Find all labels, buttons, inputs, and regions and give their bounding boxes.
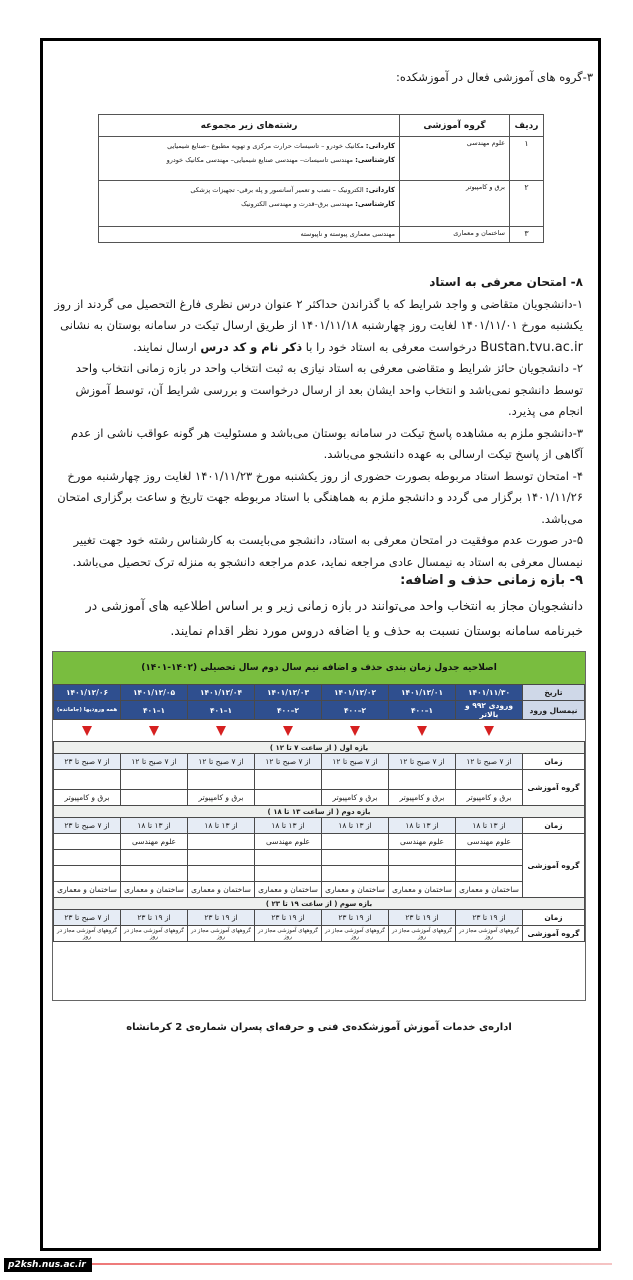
date-cell: ۱۴۰۱/۱۲/۰۲ — [322, 685, 389, 701]
empty-cell — [54, 866, 121, 882]
group-label: گروه آموزشی — [523, 834, 585, 898]
date-cell: ۱۴۰۱/۱۲/۰۶ — [54, 685, 121, 701]
group-label: گروه آموزشی — [523, 926, 585, 942]
header-group: گروه آموزشی — [400, 115, 510, 137]
time-cell: از ۱۹ تا ۲۳ — [456, 910, 523, 926]
group-cell: ساختمان و معماری — [255, 882, 322, 898]
karshenasi-label: کارشناسی: — [355, 156, 395, 164]
section-8-p5: ۵-در صورت عدم موفقیت در امتحان معرفی به استاد، دانشجو می‌بایست به کارشناس رشته خود جهت تغییر نیمسال معرفی به استاد به نیمسال عادی مراجعه نماید، عدم مراجعه دانشجو به منزله ترک تحصیل می‌باشد. — [72, 533, 583, 569]
time-cell: از ۱۹ تا ۲۳ — [121, 910, 188, 926]
kardani-label: کاردانی: — [365, 186, 395, 194]
p1-bold: ذکر نام و کد درس — [200, 339, 303, 354]
time-cell: از ۱۳ تا ۱۸ — [456, 818, 523, 834]
time-cell: از ۱۳ تا ۱۸ — [389, 818, 456, 834]
band-1: بازه اول ( از ساعت ۷ تا ۱۲ ) — [54, 742, 585, 754]
section-9-text: دانشجویان مجاز به انتخاب واحد می‌توانند در بازه زمانی زیر و بر اساس اطلاعیه های آموزشی در خبرنامه سامانه بوستان نسبت به حذف و یا اضافه دروس مورد نظر اقدام نمایند. — [85, 598, 583, 638]
empty-cell — [121, 850, 188, 866]
group-cell: گروههای آموزشی مجاز در روز — [54, 926, 121, 942]
group-cell: ساختمان و معماری — [54, 882, 121, 898]
group-cell: برق و کامپیوتر — [389, 790, 456, 806]
group-cell: گروههای آموزشی مجاز در روز — [188, 926, 255, 942]
empty-cell — [456, 770, 523, 790]
watermark: p2ksh.nus.ac.ir — [4, 1258, 92, 1272]
p1-tail-a: درخواست معرفی به استاد خود را با — [305, 339, 477, 354]
time-cell: از ۷ صبح تا ۱۲ — [121, 754, 188, 770]
time-cell: از ۷ صبح تا ۲۳ — [54, 754, 121, 770]
empty-cell — [389, 770, 456, 790]
entry-cell: ورودی ۹۹۲ و بالاتر — [456, 701, 523, 720]
empty-cell — [54, 850, 121, 866]
empty-cell — [255, 866, 322, 882]
group-label: گروه آموزشی — [523, 770, 585, 806]
group-cell: علوم مهندسی — [121, 834, 188, 850]
group-cell — [188, 834, 255, 850]
section-9-title: ۹- بازه زمانی حذف و اضافه: — [400, 573, 583, 588]
time-cell: از ۱۹ تا ۲۳ — [322, 910, 389, 926]
calendar-title: اصلاحیه جدول زمان بندی حذف و اضافه نیم سال دوم سال تحصیلی (۱۴۰۲-۱۴۰۱) — [53, 652, 585, 684]
empty-cell — [322, 770, 389, 790]
date-cell: ۱۴۰۱/۱۲/۰۱ — [389, 685, 456, 701]
empty-cell — [456, 866, 523, 882]
calendar-table — [53, 684, 585, 942]
empty-cell — [54, 770, 121, 790]
time-cell: از ۷ صبح تا ۲۳ — [54, 910, 121, 926]
group-cell: برق و کامپیوتر — [456, 790, 523, 806]
time-cell: از ۱۳ تا ۱۸ — [322, 818, 389, 834]
time-cell: از ۱۹ تا ۲۳ — [389, 910, 456, 926]
empty-cell — [523, 720, 585, 742]
empty-cell — [188, 866, 255, 882]
date-cell: ۱۴۰۱/۱۱/۳۰ — [456, 685, 523, 701]
group-cell: گروههای آموزشی مجاز در روز — [121, 926, 188, 942]
group-cell: برق و کامپیوتر — [322, 790, 389, 806]
band-2: بازه دوم ( از ساعت ۱۳ تا ۱۸ ) — [54, 806, 585, 818]
group-cell: ساختمان و معماری — [188, 882, 255, 898]
time-cell: از ۱۳ تا ۱۸ — [121, 818, 188, 834]
empty-cell — [389, 850, 456, 866]
group-fields — [99, 181, 400, 227]
time-label: زمان — [523, 818, 585, 834]
time-cell: از ۷ صبح تا ۱۲ — [255, 754, 322, 770]
entry-cell: ۲–۴۰۰ — [322, 701, 389, 720]
time-cell: از ۱۳ تا ۱۸ — [188, 818, 255, 834]
group-fields: مهندسی معماری پیوسته و ناپیوسته — [99, 227, 400, 243]
group-name: برق و کامپیوتر — [400, 181, 510, 227]
header-row-num: ردیف — [510, 115, 544, 137]
karshenasi-label: کارشناسی: — [355, 200, 395, 208]
group-cell: ساختمان و معماری — [456, 882, 523, 898]
time-cell: از ۷ صبح تا ۲۳ — [54, 818, 121, 834]
section-8-p2: ۲- دانشجویان حائز شرایط و متقاضی معرفی به استاد نیازی به ثبت انتخاب واحد در بازه زمانی انتخاب واحد توسط دانشجو نمی‌باشد و انتخاب واحد ایشان بعد از ارسال درخواست و بررسی شرایط آن، توسط آموزش انجام می پذیرد. — [75, 361, 583, 418]
down-arrow-icon — [456, 720, 523, 742]
kardani-fields: مکانیک خودرو – تاسیسات حرارت مرکزی و تهویه مطبوع –صنایع شیمیایی — [167, 142, 364, 150]
time-label: زمان — [523, 910, 585, 926]
down-arrow-icon — [121, 720, 188, 742]
down-arrow-icon — [188, 720, 255, 742]
time-cell: از ۷ صبح تا ۱۲ — [322, 754, 389, 770]
down-arrow-icon — [255, 720, 322, 742]
footer-signature: اداره‌ی خدمات آموزش آموزشکده‌ی فنی و حرفه‌ای پسران شماره‌ی 2 کرمانشاه — [126, 1022, 512, 1033]
header-fields: رشته‌های زیر مجموعه — [99, 115, 400, 137]
schedule-calendar — [52, 651, 586, 1001]
time-cell: از ۷ صبح تا ۱۲ — [188, 754, 255, 770]
entry-cell: ۲–۴۰۰ — [255, 701, 322, 720]
p1-tail-b: ارسال نمایند. — [133, 339, 197, 354]
group-cell: برق و کامپیوتر — [188, 790, 255, 806]
karshenasi-fields: مهندسی تاسیسات– مهندسی صنایع شیمیایی– مهندسی مکانیک خودرو — [166, 156, 354, 164]
empty-cell — [121, 866, 188, 882]
group-cell: علوم مهندسی — [456, 834, 523, 850]
empty-cell — [121, 770, 188, 790]
section-8-p4: ۴- امتحان توسط استاد مربوطه بصورت حضوری از روز یکشنبه مورخ ۱۴۰۱/۱۱/۲۳ لغایت روز چهارشنبه مورخ ۱۴۰۱/۱۱/۲۶ برگزار می گردد و دانشجو ملزم به هماهنگی با استاد مربوطه جهت تاریخ و ساعت برگزاری امتحان می‌باشد. — [57, 468, 583, 526]
entry-cell: ۱–۴۰۱ — [121, 701, 188, 720]
date-cell: ۱۴۰۱/۱۲/۰۵ — [121, 685, 188, 701]
empty-cell — [188, 850, 255, 866]
kardani-fields: الکترونیک – نصب و تعمیر آسانسور و پله برقی- تجهیزات پزشکی — [190, 186, 364, 194]
group-cell: ساختمان و معماری — [389, 882, 456, 898]
down-arrow-icon — [322, 720, 389, 742]
empty-cell — [322, 850, 389, 866]
date-cell: ۱۴۰۱/۱۲/۰۴ — [188, 685, 255, 701]
time-label: زمان — [523, 754, 585, 770]
band-3: بازه سوم ( از ساعت ۱۹ تا ۲۳ ) — [54, 898, 585, 910]
time-cell: از ۱۳ تا ۱۸ — [255, 818, 322, 834]
group-cell: گروههای آموزشی مجاز در روز — [389, 926, 456, 942]
empty-cell — [255, 850, 322, 866]
time-cell: از ۷ صبح تا ۱۲ — [389, 754, 456, 770]
section-8-p1 — [51, 294, 583, 359]
group-name: ساختمان و معماری — [400, 227, 510, 243]
group-cell: گروههای آموزشی مجاز در روز — [322, 926, 389, 942]
group-cell: ساختمان و معماری — [322, 882, 389, 898]
section-8-title: ۸- امتحان معرفی به استاد — [429, 275, 583, 289]
row-num: ۳ — [510, 227, 544, 243]
karshenasi-fields: مهندسی برق–قدرت و مهندسی الکترونیک — [241, 200, 354, 208]
kardani-label: کاردانی: — [365, 142, 395, 150]
empty-cell — [389, 866, 456, 882]
empty-cell — [255, 770, 322, 790]
row-num: ۱ — [510, 137, 544, 181]
group-fields — [99, 137, 400, 181]
group-cell — [322, 834, 389, 850]
time-cell: از ۱۹ تا ۲۳ — [188, 910, 255, 926]
group-cell: برق و کامپیوتر — [54, 790, 121, 806]
entry-cell: ۱–۴۰۱ — [188, 701, 255, 720]
down-arrow-icon — [389, 720, 456, 742]
watermark-line — [92, 1263, 612, 1265]
time-cell: از ۱۹ تا ۲۳ — [255, 910, 322, 926]
entry-cell: ۱–۴۰۰ — [389, 701, 456, 720]
date-cell: ۱۴۰۱/۱۲/۰۳ — [255, 685, 322, 701]
empty-cell — [322, 866, 389, 882]
group-cell: ساختمان و معماری — [121, 882, 188, 898]
group-cell — [121, 790, 188, 806]
row-num: ۲ — [510, 181, 544, 227]
group-cell — [54, 834, 121, 850]
section-3-title: ۳-گروه های آموزشی فعال در آموزشکده: — [395, 70, 593, 84]
group-cell: گروههای آموزشی مجاز در روز — [456, 926, 523, 942]
group-cell: علوم مهندسی — [255, 834, 322, 850]
section-8 — [51, 272, 583, 573]
bustan-url: Bustan.tvu.ac.ir — [480, 339, 583, 355]
entry-cell: همه ورودیها (جامانده) — [54, 701, 121, 720]
section-8-p3: ۳-دانشجو ملزم به مشاهده پاسخ تیکت در سامانه بوستان می‌باشد و مسئولیت هر گونه عواقب ناشی از عدم آگاهی از پاسخ تیکت ارسالی به عهده دانشجو می‌باشد. — [70, 425, 583, 461]
date-label: تاریخ — [523, 685, 585, 701]
p1-text: ۱-دانشجویان متقاضی و واجد شرایط که با گذراندن حداکثر ۲ عنوان درس نظری فارغ التحصیل می گردند از روز یکشنبه مورخ ۱۴۰۱/۱۱/۰۱ لغایت روز چهارشنبه ۱۴۰۱/۱۱/۱۸ از طریق ارسال تیکت در سامانه بوستان به نشانی — [54, 296, 583, 332]
group-name: علوم مهندسی — [400, 137, 510, 181]
group-cell: گروههای آموزشی مجاز در روز — [255, 926, 322, 942]
group-cell — [255, 790, 322, 806]
group-cell: علوم مهندسی — [389, 834, 456, 850]
empty-cell — [456, 850, 523, 866]
entry-label: نیمسال ورود — [523, 701, 585, 720]
empty-cell — [188, 770, 255, 790]
section-9 — [51, 568, 583, 643]
time-cell: از ۷ صبح تا ۱۲ — [456, 754, 523, 770]
down-arrow-icon — [54, 720, 121, 742]
groups-table — [98, 114, 544, 243]
